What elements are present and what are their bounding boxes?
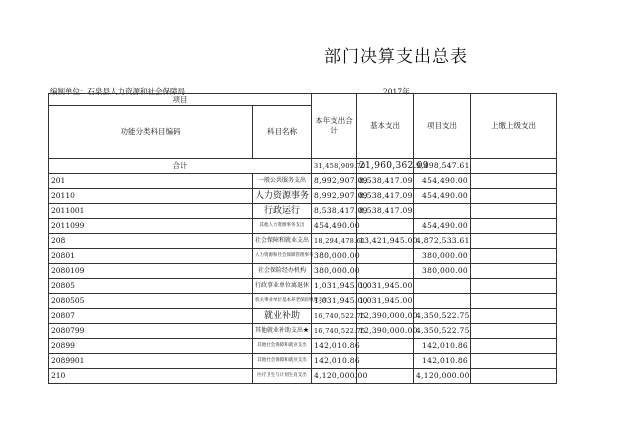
table-row	[49, 204, 557, 219]
row-subject-name: 其他社会保障和就业支出	[253, 339, 312, 354]
table-row	[49, 264, 557, 279]
report-title: 部门决算支出总表	[324, 47, 468, 67]
total-row	[49, 159, 557, 174]
row-upper	[471, 249, 557, 264]
row-basic: 1,031,945.00	[357, 294, 414, 309]
table-row	[49, 324, 557, 339]
row-project: 142,010.86	[414, 339, 471, 354]
row-basic: 1,031,945.00	[357, 279, 414, 294]
row-code: 20899	[49, 339, 253, 354]
row-upper	[471, 174, 557, 189]
row-upper	[471, 324, 557, 339]
row-total: 16,740,522.75	[312, 324, 357, 339]
row-subject-name: 就业补助	[253, 309, 312, 324]
row-project	[414, 204, 471, 219]
row-total: 1,031,945.00	[312, 294, 357, 309]
row-code: 210	[49, 369, 253, 384]
expenditure-table	[48, 93, 557, 384]
row-upper	[471, 189, 557, 204]
row-project: 454,490.00	[414, 174, 471, 189]
row-subject-name: 机关事业单位基本养老保险缴费支出	[253, 294, 312, 309]
row-total: 16,740,522.75	[312, 309, 357, 324]
row-basic: 12,390,000.00	[357, 324, 414, 339]
row-code: 2080799	[49, 324, 253, 339]
table-row	[49, 249, 557, 264]
row-project: 380,000.00	[414, 264, 471, 279]
header-subject-name: 科目名称	[253, 106, 312, 159]
total-label: 合计	[49, 159, 312, 174]
row-basic	[357, 354, 414, 369]
header-function-code: 功能分类科目编码	[49, 106, 253, 159]
row-total: 380,000.00	[312, 264, 357, 279]
row-total: 4,120,000.00	[312, 369, 357, 384]
row-total: 18,294,478.61	[312, 234, 357, 249]
row-basic	[357, 339, 414, 354]
row-subject-name: 行政运行	[253, 204, 312, 219]
row-code: 2080505	[49, 294, 253, 309]
row-subject-name: 社会保险经办机构	[253, 264, 312, 279]
row-project	[414, 279, 471, 294]
row-code: 2011001	[49, 204, 253, 219]
row-project: 4,120,000.00	[414, 369, 471, 384]
row-code: 2080109	[49, 264, 253, 279]
compiling-unit: 编制单位：石泉县人力资源和社会保障局	[50, 87, 185, 96]
header-upper-expenditure: 上缴上级支出	[471, 94, 557, 159]
row-code: 208	[49, 234, 253, 249]
row-code: 2011099	[49, 219, 253, 234]
row-project	[414, 294, 471, 309]
report-year: 2017年	[383, 87, 410, 96]
row-code: 20807	[49, 309, 253, 324]
header-project-expenditure: 项目支出	[414, 94, 471, 159]
row-total: 142,010.86	[312, 339, 357, 354]
row-upper	[471, 219, 557, 234]
row-total: 142,010.86	[312, 354, 357, 369]
row-basic: 13,421,945.00	[357, 234, 414, 249]
row-upper	[471, 279, 557, 294]
row-subject-name: 行政事业单位离退休	[253, 279, 312, 294]
row-total: 8,992,907.09	[312, 189, 357, 204]
row-subject-name: 一般公共服务支出	[253, 174, 312, 189]
row-upper	[471, 309, 557, 324]
row-total: 8,538,417.09	[312, 204, 357, 219]
row-subject-name: 医疗卫生与计划生育支出	[253, 369, 312, 384]
row-upper	[471, 369, 557, 384]
table-row	[49, 294, 557, 309]
header-project: 项目	[49, 94, 312, 106]
table-row	[49, 219, 557, 234]
table-row	[49, 354, 557, 369]
row-basic: 8,538,417.09	[357, 204, 414, 219]
row-code: 2089901	[49, 354, 253, 369]
total-row-total: 31,458,909.70	[312, 159, 357, 174]
header-total-expenditure: 本年支出合计	[312, 94, 357, 159]
row-project: 4,350,522.75	[414, 324, 471, 339]
row-subject-name: 其他社会保障和就业支出	[253, 354, 312, 369]
row-code: 201	[49, 174, 253, 189]
row-basic	[357, 219, 414, 234]
row-basic	[357, 264, 414, 279]
row-code: 20110	[49, 189, 253, 204]
row-project: 4,350,522.75	[414, 309, 471, 324]
row-subject-name: 其他就业补助支出★	[253, 324, 312, 339]
row-upper	[471, 294, 557, 309]
row-project: 4,872,533.61	[414, 234, 471, 249]
row-project: 454,490.00	[414, 189, 471, 204]
row-upper	[471, 339, 557, 354]
row-total: 454,490.00	[312, 219, 357, 234]
row-upper	[471, 204, 557, 219]
row-project: 380,000.00	[414, 249, 471, 264]
row-total: 1,031,945.00	[312, 279, 357, 294]
total-row-upper	[471, 159, 557, 174]
row-upper	[471, 234, 557, 249]
table-row	[49, 279, 557, 294]
row-project: 454,490.00	[414, 219, 471, 234]
row-upper	[471, 264, 557, 279]
row-total: 8,992,907.09	[312, 174, 357, 189]
row-subject-name: 人力资源事务	[253, 189, 312, 204]
table-row	[49, 339, 557, 354]
table-row	[49, 369, 557, 384]
row-basic: 8,538,417.09	[357, 174, 414, 189]
table-row	[49, 309, 557, 324]
row-code: 20801	[49, 249, 253, 264]
row-basic: 12,390,000.00	[357, 309, 414, 324]
row-total: 380,000.00	[312, 249, 357, 264]
row-basic: 8,538,417.09	[357, 189, 414, 204]
row-subject-name: 人力资源和社会保障管理事务	[253, 249, 312, 264]
row-upper	[471, 354, 557, 369]
total-row-project: 9,498,547.61	[414, 159, 471, 174]
table-row	[49, 174, 557, 189]
row-project: 142,010.86	[414, 354, 471, 369]
total-row-basic: 21,960,362.09	[357, 159, 414, 174]
row-code: 20805	[49, 279, 253, 294]
row-subject-name: 社会保障和就业支出	[253, 234, 312, 249]
header-basic-expenditure: 基本支出	[357, 94, 414, 159]
table-row	[49, 234, 557, 249]
row-basic	[357, 249, 414, 264]
table-row	[49, 189, 557, 204]
row-subject-name: 其他人力资源事务支出	[253, 219, 312, 234]
